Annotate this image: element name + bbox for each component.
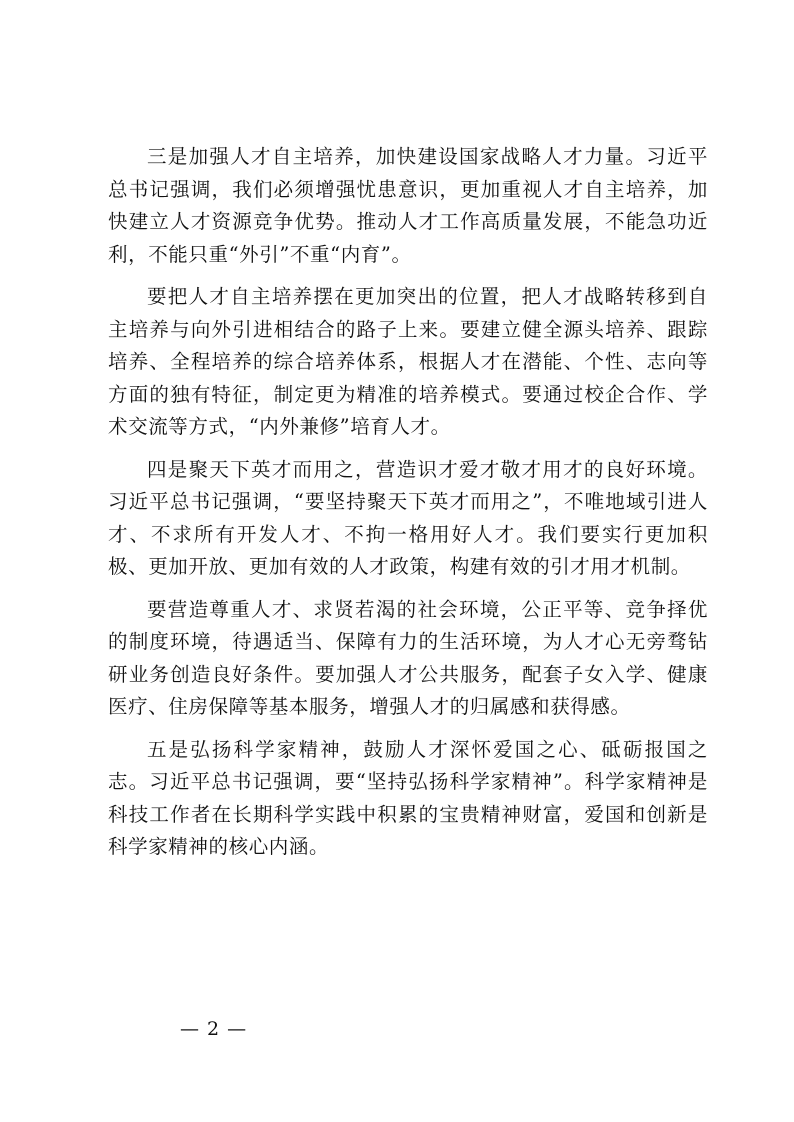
paragraph-5: 五是弘扬科学家精神，鼓励人才深怀爱国之心、砥砺报国之志。习近平总书记强调，要“坚持弘扬科学家精神”。科学家精神是科技工作者在长期科学实践中积累的宝贵精神财富，爱国和创新是科学家精神的核心内涵。 <box>108 737 708 858</box>
paragraph-2: 要把人才自主培养摆在更加突出的位置，把人才战略转移到自主培养与向外引进相结合的路子上来。要建立健全源头培养、跟踪培养、全程培养的综合培养体系，根据人才在潜能、个性、志向等方面的独有特征，制定更为精准的培养模式。要通过校企合作、学术交流等方式，“内外兼修”培育人才。 <box>108 285 708 438</box>
paragraph-4: 要营造尊重人才、求贤若渴的社会环境，公正平等、竞争择优的制度环境，待遇适当、保障有力的生活环境，为人才心无旁骛钻研业务创造良好条件。要加强人才公共服务，配套子女入学、健康医疗、住房保障等基本服务，增强人才的归属感和获得感。 <box>108 597 708 718</box>
page-number: — 2 — <box>180 1018 248 1040</box>
paragraph-1: 三是加强人才自主培养，加快建设国家战略人才力量。习近平总书记强调，我们必须增强忧患意识，更加重视人才自主培养，加快建立人才资源竞争优势。推动人才工作高质量发展，不能急功近利，不能只重“外引”不重“内育”。 <box>108 145 708 266</box>
document-body <box>108 141 708 874</box>
paragraph-3: 四是聚天下英才而用之，营造识才爱才敬才用才的良好环境。习近平总书记强调，“要坚持聚天下英才而用之”，不唯地域引进人才、不求所有开发人才、不拘一格用好人才。我们要实行更加积极、更加开放、更加有效的人才政策，构建有效的引才用才机制。 <box>108 457 708 578</box>
